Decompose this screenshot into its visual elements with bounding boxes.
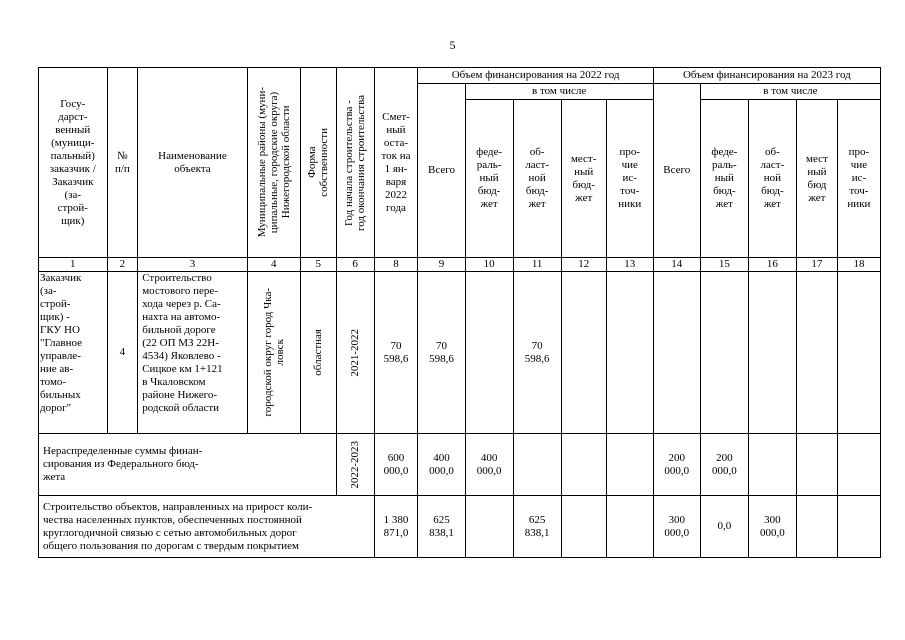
header-districts bbox=[247, 68, 300, 258]
header-local-2022: мест- ный бюд- жет bbox=[561, 100, 606, 258]
col-num: 6 bbox=[336, 258, 374, 272]
header-federal-2023: феде- раль- ный бюд- жет bbox=[700, 100, 748, 258]
header-total-2023: Всего bbox=[653, 84, 700, 258]
col-num: 11 bbox=[513, 258, 561, 272]
col-num: 8 bbox=[374, 258, 418, 272]
header-ownership-text: Форма собственности bbox=[306, 128, 331, 197]
page-number: 5 bbox=[449, 38, 456, 52]
header-local-2023: мест ный бюд жет bbox=[796, 100, 837, 258]
row1-district-text: городской округ город Чка- ловск bbox=[261, 288, 286, 417]
row3-regional-2022: 625 838,1 bbox=[513, 496, 561, 558]
table-row-unallocated bbox=[39, 434, 881, 496]
col-num: 16 bbox=[748, 258, 796, 272]
row1-customer: Заказчик (за- строй- щик) - ГКУ НО "Главное управле- ние ав- томо- бильных дорог" bbox=[39, 272, 108, 434]
col-num: 15 bbox=[700, 258, 748, 272]
header-federal-2022: феде- раль- ный бюд- жет bbox=[465, 100, 513, 258]
row3-label: Строительство объектов, направленных на прирост коли- чества населенных пунктов, обеспеченных постоянной круглогодичной связью с сетью автомобильных дорог общего пользования по дорогам с твердым покрытием bbox=[39, 496, 375, 558]
row1-other-2023 bbox=[837, 272, 880, 434]
row2-remainder: 600 000,0 bbox=[374, 434, 418, 496]
header-financing-2023: Объем финансирования на 2023 год bbox=[653, 68, 880, 84]
header-remainder: Смет- ный оста- ток на 1 ян- варя 2022 года bbox=[374, 68, 418, 258]
header-other-2022: про- чие ис- точ- ники bbox=[606, 100, 653, 258]
column-number-row bbox=[39, 258, 881, 272]
row2-label: Нераспределенные суммы финан- сирования из Федерального бюд- жета bbox=[39, 434, 337, 496]
header-including-2023: в том числе bbox=[700, 84, 880, 100]
header-other-2023: про- чие ис- точ- ники bbox=[837, 100, 880, 258]
row3-regional-2023: 300 000,0 bbox=[748, 496, 796, 558]
row2-regional-2022 bbox=[513, 434, 561, 496]
row2-federal-2023: 200 000,0 bbox=[700, 434, 748, 496]
col-num: 1 bbox=[39, 258, 108, 272]
row3-other-2023 bbox=[837, 496, 880, 558]
row2-other-2023 bbox=[837, 434, 880, 496]
row3-local-2023 bbox=[796, 496, 837, 558]
row1-local-2023 bbox=[796, 272, 837, 434]
col-num: 9 bbox=[418, 258, 465, 272]
header-object-name: Наименование объекта bbox=[138, 68, 247, 258]
row2-years bbox=[336, 434, 374, 496]
row1-other-2022 bbox=[606, 272, 653, 434]
header-number: № п/п bbox=[107, 68, 138, 258]
col-num: 2 bbox=[107, 258, 138, 272]
row1-object-name: Строительство мостового пере- хода через р. Са- нахта на автомо- бильной дороге (22 ОП МЗ 22Н- 4534) Яковлево - Сицкое км 1+121 в Чкаловском районе Нижего- родской области bbox=[138, 272, 247, 434]
header-total-2022: Всего bbox=[418, 84, 465, 258]
col-num: 5 bbox=[300, 258, 336, 272]
header-including-2022: в том числе bbox=[465, 84, 653, 100]
financing-table bbox=[38, 67, 881, 558]
header-districts-text: Муниципальные районы (муни- ципальные, городские округа) Нижегородской области bbox=[255, 87, 292, 238]
row1-ownership-text: областная bbox=[312, 329, 325, 376]
row3-remainder: 1 380 871,0 bbox=[374, 496, 418, 558]
row1-total-2023 bbox=[653, 272, 700, 434]
col-num: 14 bbox=[653, 258, 700, 272]
header-years-text: Год начала строительства - год окончания строительства bbox=[343, 94, 368, 231]
row1-number: 4 bbox=[107, 272, 138, 434]
row1-federal-2023 bbox=[700, 272, 748, 434]
row1-remainder: 70 598,6 bbox=[374, 272, 418, 434]
col-num: 10 bbox=[465, 258, 513, 272]
col-num: 18 bbox=[837, 258, 880, 272]
row2-local-2023 bbox=[796, 434, 837, 496]
row3-federal-2022 bbox=[465, 496, 513, 558]
row3-total-2023: 300 000,0 bbox=[653, 496, 700, 558]
row2-federal-2022: 400 000,0 bbox=[465, 434, 513, 496]
row2-other-2022 bbox=[606, 434, 653, 496]
table-row-object bbox=[39, 272, 881, 434]
row1-years bbox=[336, 272, 374, 434]
row2-total-2023: 200 000,0 bbox=[653, 434, 700, 496]
row3-local-2022 bbox=[561, 496, 606, 558]
row1-years-text: 2021-2022 bbox=[349, 328, 362, 377]
header-financing-2022: Объем финансирования на 2022 год bbox=[418, 68, 653, 84]
row3-federal-2023: 0,0 bbox=[700, 496, 748, 558]
row1-regional-2023 bbox=[748, 272, 796, 434]
header-regional-2022: об- ласт- ной бюд- жет bbox=[513, 100, 561, 258]
header-regional-2023: об- ласт- ной бюд- жет bbox=[748, 100, 796, 258]
row2-years-text: 2022-2023 bbox=[349, 440, 362, 489]
row2-local-2022 bbox=[561, 434, 606, 496]
header-customer: Госу- дарст- венный (муници- пальный) заказчик / Заказчик (за- строй- щик) bbox=[39, 68, 108, 258]
row1-ownership bbox=[300, 272, 336, 434]
header-years bbox=[336, 68, 374, 258]
table-row-construction-total bbox=[39, 496, 881, 558]
row1-federal-2022 bbox=[465, 272, 513, 434]
row2-total-2022: 400 000,0 bbox=[418, 434, 465, 496]
row3-total-2022: 625 838,1 bbox=[418, 496, 465, 558]
col-num: 12 bbox=[561, 258, 606, 272]
col-num: 3 bbox=[138, 258, 247, 272]
row3-other-2022 bbox=[606, 496, 653, 558]
header-ownership bbox=[300, 68, 336, 258]
row2-regional-2023 bbox=[748, 434, 796, 496]
col-num: 13 bbox=[606, 258, 653, 272]
col-num: 17 bbox=[796, 258, 837, 272]
row1-local-2022 bbox=[561, 272, 606, 434]
col-num: 4 bbox=[247, 258, 300, 272]
row1-total-2022: 70 598,6 bbox=[418, 272, 465, 434]
row1-regional-2022: 70 598,6 bbox=[513, 272, 561, 434]
row1-district bbox=[247, 272, 300, 434]
